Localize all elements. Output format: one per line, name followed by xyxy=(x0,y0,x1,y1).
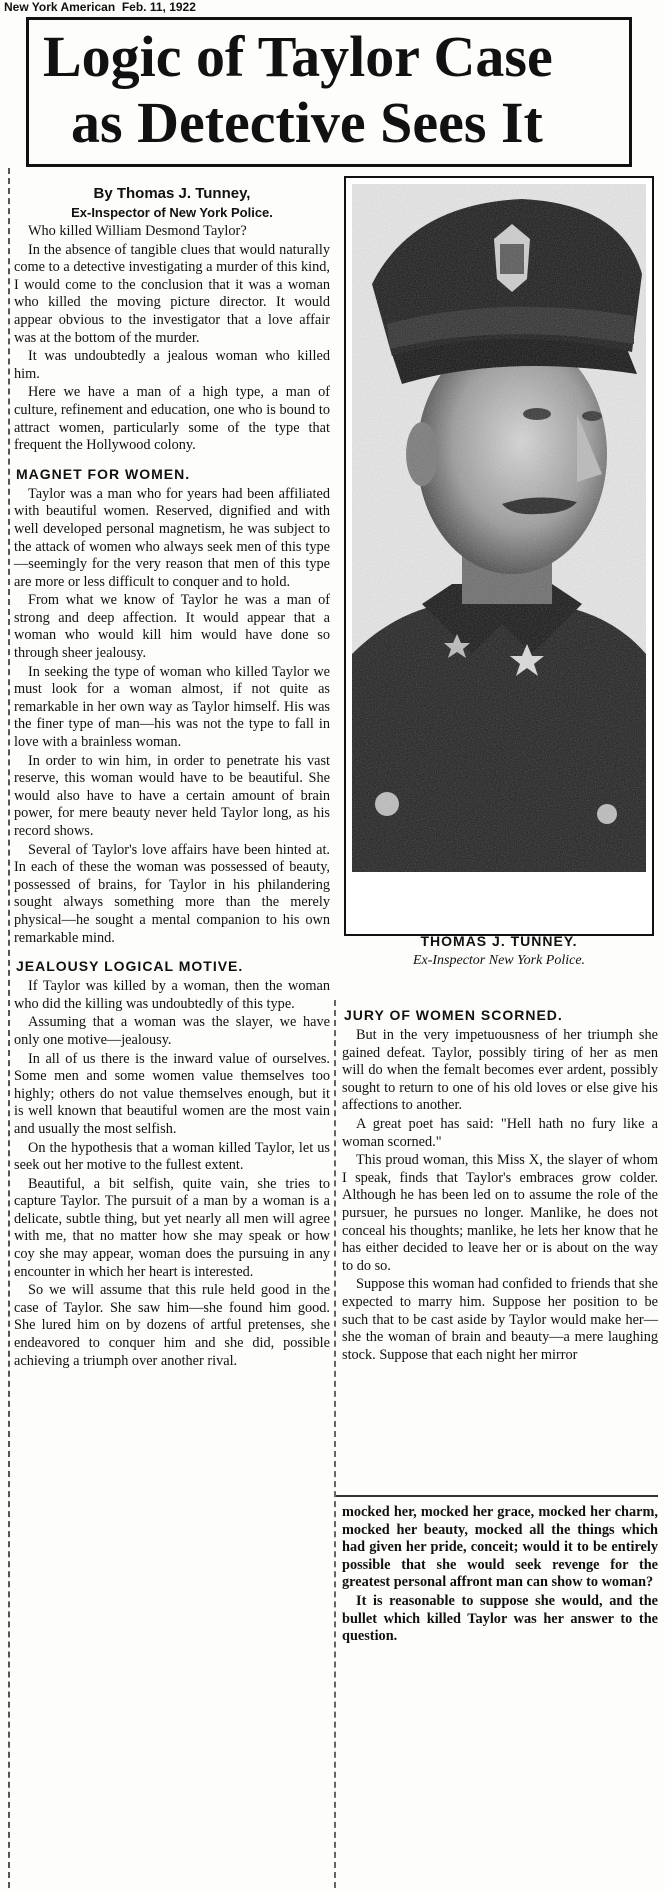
publication-date: Feb. 11, 1922 xyxy=(121,0,196,14)
body-paragraph: Suppose this woman had confided to friends that she expected to marry him. Suppose her position to be such that to be cast aside by Taylor would make her—she the woman of brain and beauty—a mere laughing stock. Suppose that each night her mirror xyxy=(342,1276,658,1363)
continuation-column xyxy=(342,1504,658,1647)
body-paragraph: Beautiful, a bit selfish, quite vain, she tries to capture Taylor. The pursuit of a man by a woman is a delicate, subtle thing, but yet nearly all men will agree with me, that no matter how she may speak or how coy she may appear, woman does the pursuing in any encounter in which her heart is interested. xyxy=(14,1175,330,1280)
portrait-photo xyxy=(352,184,646,872)
body-paragraph: So we will assume that this rule held good in the case of Taylor. She saw him—she found him good. She lured him on by dozens of artful pretenses, she endeavored to conquer him and she did, possible achieving a triumph over another rival. xyxy=(14,1282,330,1369)
headline xyxy=(29,24,629,156)
body-paragraph: But in the very impetuousness of her triumph she gained defeat. Taylor, possibly tiring of her as men will do when the femalt becomes ever ardent, possibly sought to return to one of his old loves or else give his affections to another. xyxy=(342,1027,658,1114)
intro-paragraph: Here we have a man of a high type, a man of culture, refinement and education, one who is bound to attract women, particularly some of the type that frequent the Hollywood colony. xyxy=(14,384,330,454)
byline-title: Ex-Inspector of New York Police. xyxy=(71,205,273,220)
body-paragraph: Assuming that a woman was the slayer, we have only one motive—jealousy. xyxy=(14,1014,330,1048)
body-paragraph: In order to win him, in order to penetrate his vast reserve, this woman would have to be beautiful. She would also have to have a certain amount of brain power, for mere beauty never held Taylor long, as his record shows. xyxy=(14,752,330,839)
body-paragraph: A great poet has said: "Hell hath no fury like a woman scorned." xyxy=(342,1115,658,1150)
portrait-frame xyxy=(344,176,654,968)
byline-author: By Thomas J. Tunney, xyxy=(93,185,251,202)
continuation-paragraph: mocked her, mocked her grace, mocked her charm, mocked her beauty, mocked all the things which had given her pride, conceit; would it to be entirely possible that she would seek revenge for the greatest personal affront man can show to woman? xyxy=(342,1504,658,1591)
source-line xyxy=(4,0,196,14)
left-column xyxy=(14,182,330,1371)
column-rule-middle xyxy=(334,1000,336,1888)
column-divider xyxy=(336,1495,658,1497)
column-rule-left xyxy=(8,168,10,1888)
photo-caption-name: THOMAS J. TUNNEY. xyxy=(420,933,578,949)
intro-paragraph: It was undoubtedly a jealous woman who killed him. xyxy=(14,348,330,382)
body-paragraph: Taylor was a man who for years had been affiliated with beautiful women. Reserved, dignified and with well developed personal magnetism, he was subject to the attack of women who always seek men of this type—seemingly for the very reason that men of this type are more or less difficult to conquer and to hold. xyxy=(14,485,330,590)
continuation-paragraph: It is reasonable to suppose she would, and the bullet which killed Taylor was her answer to the question. xyxy=(342,1592,658,1645)
body-paragraph: If Taylor was killed by a woman, then the woman who did the killing was undoubtedly of this type. xyxy=(14,978,330,1012)
publication-name: New York American xyxy=(4,0,116,14)
headline-box xyxy=(26,17,632,167)
headline-line-1: Logic of Taylor Case xyxy=(43,24,553,89)
subhead-magnet: MAGNET FOR WOMEN. xyxy=(16,465,191,482)
body-paragraph: In seeking the type of woman who killed Taylor we must look for a woman almost, if not quite as remarkable in her own way as Taylor himself. His was the finer type of man—his was not the type to fall in love with a brainless woman. xyxy=(14,663,330,751)
intro-paragraph: Who killed William Desmond Taylor? xyxy=(28,223,247,239)
body-paragraph: In all of us there is the inward value of ourselves. Some men and some women value themselves too highly; others do not value themselves enough, but it is well known that beautiful women are the most vain and usually the most selfish. xyxy=(14,1050,330,1137)
subhead-jealousy: JEALOUSY LOGICAL MOTIVE. xyxy=(16,958,244,975)
body-paragraph: This proud woman, this Miss X, the slayer of whom I speak, finds that Taylor's embraces grow colder. Although he has been led on to assume the role of the pursuer, he pursues no longer. Manlike, he does not conceal his thoughts; manlike, he lets her know that he has either decided to leave her or is about on the way to do so. xyxy=(342,1152,658,1274)
photo-caption-title: Ex-Inspector New York Police. xyxy=(412,953,586,968)
body-paragraph: On the hypothesis that a woman killed Taylor, let us seek out her motive to the fullest extent. xyxy=(14,1139,330,1174)
subhead-jury: JURY OF WOMEN SCORNED. xyxy=(344,1007,563,1023)
body-paragraph: From what we know of Taylor he was a man of strong and deep affection. It would appear that a woman who would kill him would have done so through sheer jealousy. xyxy=(14,592,330,662)
right-column xyxy=(342,996,658,1365)
headline-line-2: as Detective Sees It xyxy=(71,90,543,155)
body-paragraph: Several of Taylor's love affairs have been hinted at. In each of these the woman was possessed of beauty, possessed of brains, for Taylor in his philandering sought always something more than the merely physical—he sought a mental companion to his own remarkable mind. xyxy=(14,841,330,946)
intro-paragraph: In the absence of tangible clues that would naturally come to a detective investigating a murder of this kind, I would come to the conclusion that it was a woman who killed the moving picture director. It would appear obvious to the investigator that a love affair was at the bottom of the murder. xyxy=(14,241,330,346)
